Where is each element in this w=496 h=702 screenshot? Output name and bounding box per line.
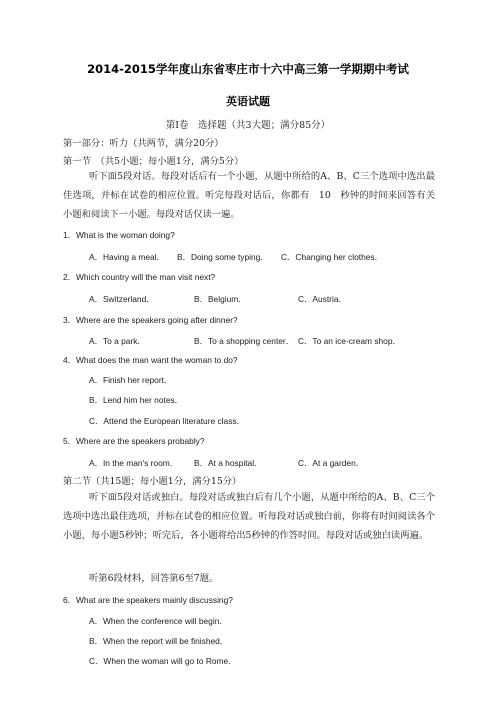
option-a: A．Switzerland． <box>89 294 155 304</box>
option-a: A．Finish her report． <box>89 375 173 385</box>
option-c: C．Attend the European literature class． <box>89 416 245 426</box>
option-a: A．Having a meal． <box>89 252 165 262</box>
section1-instructions: 听下面5段对话。每段对话后有一个小题，从题中所给的A、B、C三个选项中选出最佳选项，并标在试卷的相应位置。听完每段对话后，你都有 10 秒钟的时间来回答有关小题和阅读下一小题。每段对话仅读一遍。 <box>63 171 435 220</box>
option-b: B．At a hospital． <box>194 458 263 468</box>
section2-instructions: 听下面5段对话或独白。每段对话或独白后有几个小题，从题中所给的A、B、C三个选项中选出最佳选项，并标在试卷的相应位置。听每段对话或独白前，你将有时间阅读各个小题，每小题5秒钟；听完后，各小题将给出5秒钟的作答时间。每段对话或独白读两遍。 <box>63 492 435 541</box>
question-stem: 1．What is the woman doing? <box>63 230 175 240</box>
volume-line: 第Ⅰ卷 选择题（共3大题；满分85分） <box>165 120 331 131</box>
question-stem: 4．What does the man want the woman to do? <box>63 355 238 365</box>
option-c: C．Changing her clothes． <box>281 252 383 262</box>
option-a: A．To a park． <box>89 336 146 346</box>
question-stem: 2．Which country will the man visit next? <box>63 272 216 282</box>
option-b: B．Belgium． <box>194 294 247 304</box>
option-c: C．Austria． <box>298 294 347 304</box>
option-b: B．When the report will be finished． <box>89 636 229 646</box>
option-a: A．In the man's room． <box>89 458 179 468</box>
option-c: C．When the woman will go to Rome． <box>89 656 237 666</box>
option-b: B．Doing some typing． <box>177 252 269 262</box>
part1-heading: 第一部分：听力（共两节，满分20分） <box>63 138 224 149</box>
option-a: A．When the conference will begin． <box>89 616 228 626</box>
question-stem: 6．What are the speakers mainly discussing? <box>63 595 233 605</box>
section1-heading: 第一节 （共5小题；每小题1分，满分5分） <box>63 156 244 167</box>
option-c: C．To an ice-cream shop． <box>298 336 401 346</box>
option-b: B．To a shopping center． <box>194 336 295 346</box>
question-stem: 5．Where are the speakers probably? <box>63 436 205 446</box>
section2-heading: 第二节（共15题；每小题1分，满分15分） <box>63 476 242 487</box>
option-c: C．At a garden． <box>298 458 365 468</box>
question-stem: 3．Where are the speakers going after dinner? <box>63 315 238 325</box>
subject-title: 英语试题 <box>226 95 270 108</box>
option-b: B．Lend him her notes． <box>89 395 184 405</box>
material-note: 听第6段材料，回答第6至7题。 <box>89 573 219 584</box>
exam-title: 2014-2015学年度山东省枣庄市十六中高三第一学期期中考试 <box>87 62 409 76</box>
